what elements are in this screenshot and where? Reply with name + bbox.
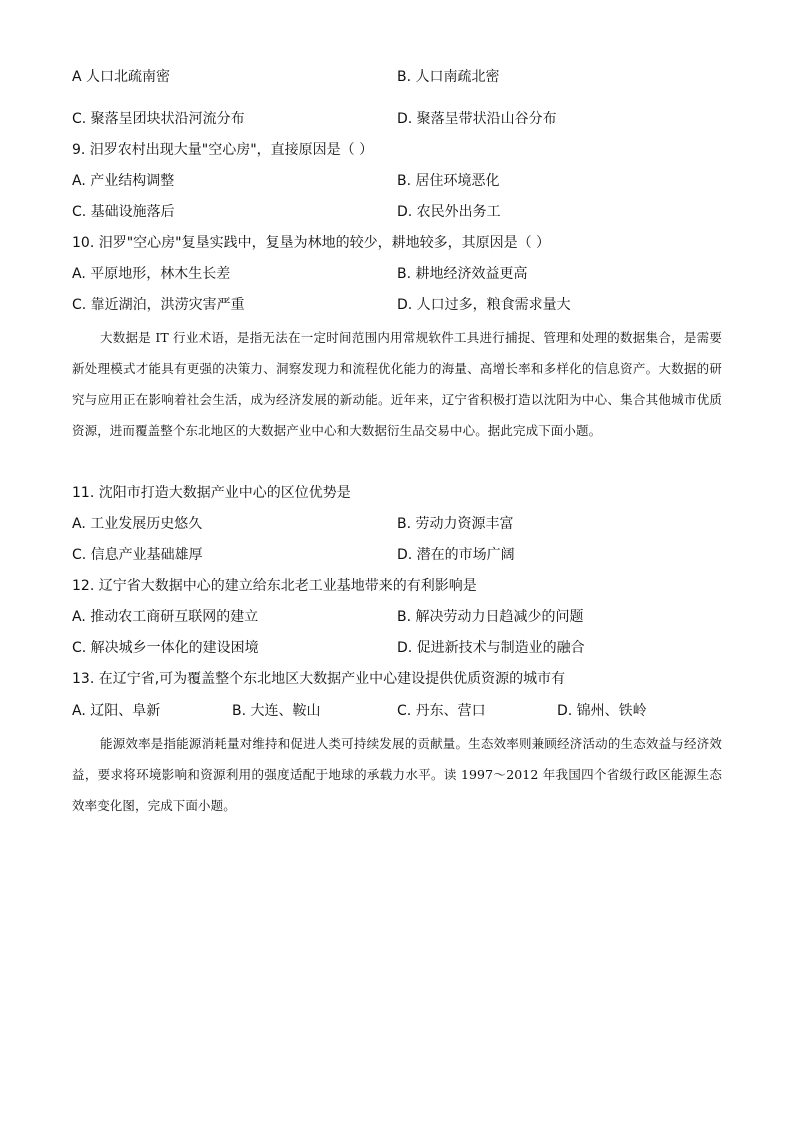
q13-option-b: B. 大连、鞍山 [232,703,321,719]
q13-options-row [0,700,794,722]
q10-option-a: A. 平原地形，林木生长差 [72,266,231,282]
q13-stem: 13. 在辽宁省,可为覆盖整个东北地区大数据产业中心建设提供优质资源的城市有 [72,671,566,687]
q8-options-row-1 [0,66,794,88]
big-data-passage-text: 大数据是 IT 行业术语，是指无法在一定时间范围内用常规软件工具进行捕捉、管理和处理的数据集合，是需要新处理模式才能具有更强的决策力、洞察发现力和流程优化能力的海量、高增长率和多样化的信息资产。大数据的研究与应用正在影响着社会生活，成为经济发展的新动能。近年来，辽宁省积极打造以沈阳为中心、集合其他城市优质资源，进而覆盖整个东北地区的大数据产业中心和大数据衍生品交易中心。据此完成下面小题。 [72,330,722,438]
q10-options-row-1 [0,263,794,285]
q13-stem-row [0,668,794,690]
q13-option-d: D. 锦州、铁岭 [557,703,647,719]
q11-option-d: D. 潜在的市场广阔 [397,547,515,563]
q12-option-a: A. 推动农工商研互联网的建立 [72,609,259,625]
q9-option-a: A. 产业结构调整 [72,173,175,189]
energy-efficiency-passage [72,728,722,821]
q8-option-c: C. 聚落呈团块状沿河流分布 [72,111,245,127]
q10-stem: 10. 汨罗"空心房"复垦实践中，复垦为林地的较少，耕地较多，其原因是（ ） [72,235,551,251]
q11-stem: 11. 沈阳市打造大数据产业中心的区位优势是 [72,485,351,501]
q12-option-b: B. 解决劳动力日趋减少的问题 [397,609,584,625]
q8-options-row-2 [0,108,794,130]
q12-options-row-1 [0,606,794,628]
q12-option-c: C. 解决城乡一体化的建设困境 [72,640,259,656]
q11-stem-row [0,482,794,504]
q8-option-b: B. 人口南疏北密 [397,69,500,85]
q10-option-c: C. 靠近湖泊，洪涝灾害严重 [72,297,245,313]
q8-option-a: A 人口北疏南密 [72,69,171,85]
q9-stem-row [0,139,794,161]
big-data-passage [72,322,722,446]
q9-stem: 9. 汨罗农村出现大量"空心房"，直接原因是（ ） [72,142,374,158]
energy-efficiency-passage-text: 能源效率是指能源消耗量对维持和促进人类可持续发展的贡献量。生态效率则兼顾经济活动的生态效益与经济效益，要求将环境影响和资源利用的强度适配于地球的承载力水平。读 1997～2012 年我国四个省级行政区能源生态效率变化图，完成下面小题。 [72,736,722,813]
q11-options-row-1 [0,513,794,535]
q13-option-a: A. 辽阳、阜新 [72,703,161,719]
q10-options-row-2 [0,294,794,316]
q12-stem: 12. 辽宁省大数据中心的建立给东北老工业基地带来的有利影响是 [72,578,477,594]
q9-option-c: C. 基础设施落后 [72,204,175,220]
q12-stem-row [0,575,794,597]
q11-options-row-2 [0,544,794,566]
q13-option-c: C. 丹东、营口 [397,703,486,719]
q8-option-d: D. 聚落呈带状沿山谷分布 [397,111,557,127]
q12-options-row-2 [0,637,794,659]
q9-option-d: D. 农民外出务工 [397,204,501,220]
q10-stem-row [0,232,794,254]
q9-option-b: B. 居住环境恶化 [397,173,500,189]
q11-option-c: C. 信息产业基础雄厚 [72,547,203,563]
q9-options-row-2 [0,201,794,223]
q10-option-d: D. 人口过多，粮食需求量大 [397,297,571,313]
q9-options-row-1 [0,170,794,192]
q10-option-b: B. 耕地经济效益更高 [397,266,528,282]
q11-option-b: B. 劳动力资源丰富 [397,516,514,532]
q12-option-d: D. 促进新技术与制造业的融合 [397,640,585,656]
q11-option-a: A. 工业发展历史悠久 [72,516,203,532]
